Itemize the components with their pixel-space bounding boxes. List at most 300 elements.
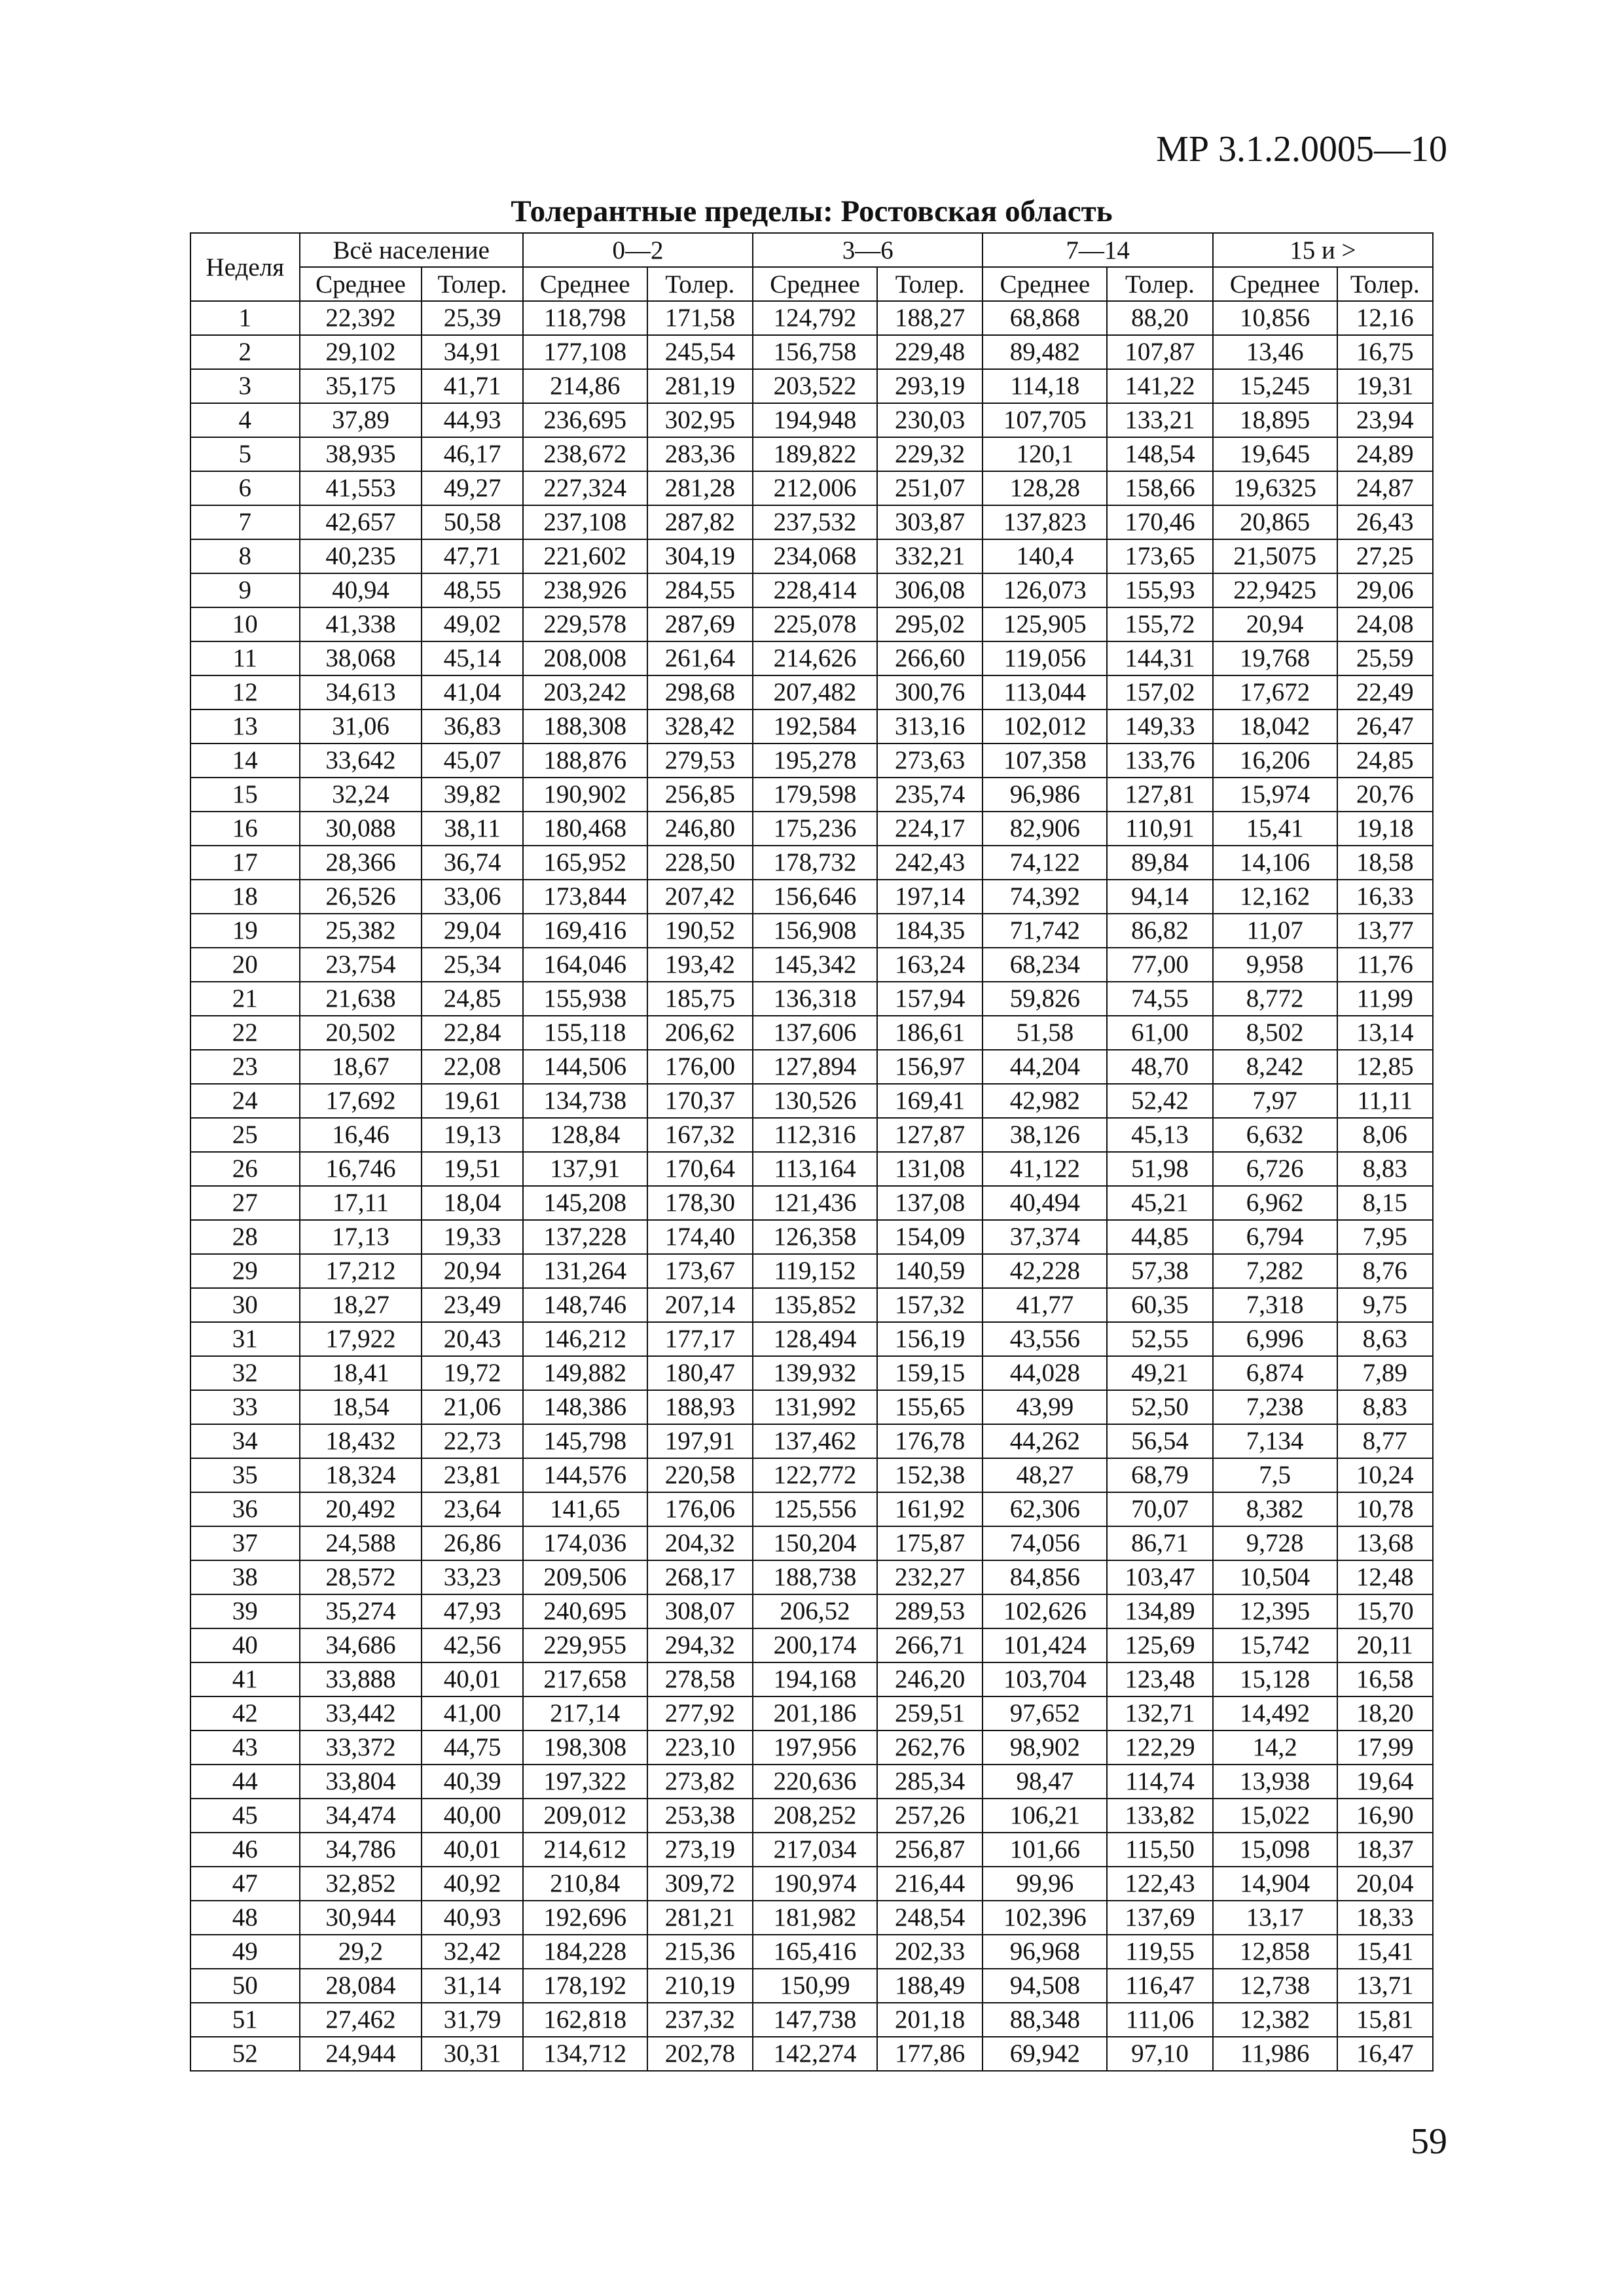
table-cell: 120,1 bbox=[983, 437, 1107, 471]
table-cell: 19,51 bbox=[422, 1152, 522, 1186]
table-cell: 154,09 bbox=[877, 1220, 983, 1254]
table-cell: 94,14 bbox=[1107, 880, 1213, 914]
table-cell: 298,68 bbox=[647, 675, 753, 709]
week-cell: 15 bbox=[190, 778, 300, 812]
table-cell: 137,823 bbox=[983, 505, 1107, 539]
table-cell: 34,613 bbox=[300, 675, 422, 709]
table-cell: 37,374 bbox=[983, 1220, 1107, 1254]
table-cell: 212,006 bbox=[753, 471, 877, 505]
week-cell: 48 bbox=[190, 1901, 300, 1935]
table-cell: 202,78 bbox=[647, 2037, 753, 2071]
table-cell: 19,72 bbox=[422, 1356, 522, 1390]
table-cell: 122,29 bbox=[1107, 1731, 1213, 1765]
group-header-0-2: 0—2 bbox=[523, 233, 753, 267]
table-cell: 9,75 bbox=[1337, 1288, 1433, 1322]
table-cell: 38,11 bbox=[422, 812, 522, 846]
table-cell: 42,56 bbox=[422, 1628, 522, 1662]
table-cell: 164,046 bbox=[523, 948, 647, 982]
table-cell: 49,02 bbox=[422, 607, 522, 641]
tolerance-table bbox=[190, 232, 1434, 2072]
table-cell: 287,82 bbox=[647, 505, 753, 539]
table-cell: 29,2 bbox=[300, 1935, 422, 1969]
table-cell: 43,556 bbox=[983, 1322, 1107, 1356]
table-cell: 39,82 bbox=[422, 778, 522, 812]
table-cell: 167,32 bbox=[647, 1118, 753, 1152]
table-cell: 24,85 bbox=[1337, 744, 1433, 778]
table-cell: 22,49 bbox=[1337, 675, 1433, 709]
table-cell: 156,758 bbox=[753, 335, 877, 369]
table-row bbox=[190, 744, 1433, 778]
week-cell: 34 bbox=[190, 1424, 300, 1458]
table-cell: 328,42 bbox=[647, 709, 753, 744]
table-cell: 97,652 bbox=[983, 1696, 1107, 1731]
table-cell: 214,86 bbox=[523, 369, 647, 403]
table-row bbox=[190, 1969, 1433, 2003]
table-cell: 127,81 bbox=[1107, 778, 1213, 812]
table-cell: 156,19 bbox=[877, 1322, 983, 1356]
table-cell: 25,39 bbox=[422, 301, 522, 335]
table-cell: 114,74 bbox=[1107, 1765, 1213, 1799]
table-cell: 9,958 bbox=[1213, 948, 1337, 982]
table-cell: 102,626 bbox=[983, 1594, 1107, 1628]
week-cell: 32 bbox=[190, 1356, 300, 1390]
table-cell: 125,69 bbox=[1107, 1628, 1213, 1662]
table-cell: 189,822 bbox=[753, 437, 877, 471]
table-cell: 49,27 bbox=[422, 471, 522, 505]
table-cell: 23,64 bbox=[422, 1492, 522, 1526]
table-cell: 119,152 bbox=[753, 1254, 877, 1288]
table-cell: 137,08 bbox=[877, 1186, 983, 1220]
table-cell: 114,18 bbox=[983, 369, 1107, 403]
table-row bbox=[190, 1322, 1433, 1356]
table-cell: 41,04 bbox=[422, 675, 522, 709]
table-cell: 17,212 bbox=[300, 1254, 422, 1288]
table-cell: 137,228 bbox=[523, 1220, 647, 1254]
week-cell: 16 bbox=[190, 812, 300, 846]
table-cell: 62,306 bbox=[983, 1492, 1107, 1526]
table-cell: 149,33 bbox=[1107, 709, 1213, 744]
table-cell: 130,526 bbox=[753, 1084, 877, 1118]
table-cell: 16,58 bbox=[1337, 1662, 1433, 1696]
table-cell: 295,02 bbox=[877, 607, 983, 641]
table-cell: 8,83 bbox=[1337, 1390, 1433, 1424]
table-cell: 176,78 bbox=[877, 1424, 983, 1458]
table-cell: 7,97 bbox=[1213, 1084, 1337, 1118]
week-cell: 31 bbox=[190, 1322, 300, 1356]
week-cell: 49 bbox=[190, 1935, 300, 1969]
table-cell: 273,19 bbox=[647, 1833, 753, 1867]
table-cell: 170,64 bbox=[647, 1152, 753, 1186]
table-cell: 221,602 bbox=[523, 539, 647, 573]
table-cell: 16,47 bbox=[1337, 2037, 1433, 2071]
table-cell: 69,942 bbox=[983, 2037, 1107, 2071]
table-row bbox=[190, 437, 1433, 471]
table-cell: 163,24 bbox=[877, 948, 983, 982]
table-cell: 145,798 bbox=[523, 1424, 647, 1458]
table-cell: 6,962 bbox=[1213, 1186, 1337, 1220]
table-cell: 16,75 bbox=[1337, 335, 1433, 369]
table-row bbox=[190, 1186, 1433, 1220]
table-cell: 159,15 bbox=[877, 1356, 983, 1390]
table-cell: 126,358 bbox=[753, 1220, 877, 1254]
week-cell: 6 bbox=[190, 471, 300, 505]
table-header bbox=[190, 233, 1433, 301]
table-cell: 126,073 bbox=[983, 573, 1107, 607]
table-cell: 41,00 bbox=[422, 1696, 522, 1731]
table-cell: 8,772 bbox=[1213, 982, 1337, 1016]
table-cell: 40,39 bbox=[422, 1765, 522, 1799]
table-cell: 170,37 bbox=[647, 1084, 753, 1118]
week-cell: 2 bbox=[190, 335, 300, 369]
table-cell: 19,31 bbox=[1337, 369, 1433, 403]
table-cell: 41,553 bbox=[300, 471, 422, 505]
table-cell: 33,804 bbox=[300, 1765, 422, 1799]
table-cell: 13,46 bbox=[1213, 335, 1337, 369]
table-cell: 15,41 bbox=[1337, 1935, 1433, 1969]
week-cell: 13 bbox=[190, 709, 300, 744]
week-cell: 14 bbox=[190, 744, 300, 778]
table-cell: 123,48 bbox=[1107, 1662, 1213, 1696]
table-row bbox=[190, 1867, 1433, 1901]
table-cell: 201,18 bbox=[877, 2003, 983, 2037]
table-cell: 56,54 bbox=[1107, 1424, 1213, 1458]
table-cell: 16,33 bbox=[1337, 880, 1433, 914]
week-cell: 38 bbox=[190, 1560, 300, 1594]
table-cell: 71,742 bbox=[983, 914, 1107, 948]
table-cell: 208,008 bbox=[523, 641, 647, 675]
table-cell: 18,58 bbox=[1337, 846, 1433, 880]
table-row bbox=[190, 880, 1433, 914]
table-cell: 98,47 bbox=[983, 1765, 1107, 1799]
table-cell: 41,71 bbox=[422, 369, 522, 403]
table-cell: 38,126 bbox=[983, 1118, 1107, 1152]
table-cell: 19,33 bbox=[422, 1220, 522, 1254]
table-cell: 26,43 bbox=[1337, 505, 1433, 539]
table-cell: 9,728 bbox=[1213, 1526, 1337, 1560]
table-cell: 306,08 bbox=[877, 573, 983, 607]
table-cell: 209,506 bbox=[523, 1560, 647, 1594]
table-cell: 293,19 bbox=[877, 369, 983, 403]
sub-header-mean: Среднее bbox=[1213, 267, 1337, 301]
table-cell: 195,278 bbox=[753, 744, 877, 778]
table-cell: 35,175 bbox=[300, 369, 422, 403]
table-cell: 12,382 bbox=[1213, 2003, 1337, 2037]
table-cell: 192,584 bbox=[753, 709, 877, 744]
table-cell: 19,18 bbox=[1337, 812, 1433, 846]
table-cell: 155,72 bbox=[1107, 607, 1213, 641]
table-cell: 220,58 bbox=[647, 1458, 753, 1492]
table-cell: 139,932 bbox=[753, 1356, 877, 1390]
week-cell: 37 bbox=[190, 1526, 300, 1560]
table-cell: 207,42 bbox=[647, 880, 753, 914]
table-cell: 22,9425 bbox=[1213, 573, 1337, 607]
table-cell: 131,992 bbox=[753, 1390, 877, 1424]
table-cell: 40,94 bbox=[300, 573, 422, 607]
table-cell: 34,786 bbox=[300, 1833, 422, 1867]
week-cell: 12 bbox=[190, 675, 300, 709]
table-cell: 302,95 bbox=[647, 403, 753, 437]
table-cell: 33,442 bbox=[300, 1696, 422, 1731]
table-cell: 148,54 bbox=[1107, 437, 1213, 471]
table-cell: 101,66 bbox=[983, 1833, 1107, 1867]
table-cell: 210,19 bbox=[647, 1969, 753, 2003]
table-cell: 122,772 bbox=[753, 1458, 877, 1492]
table-row bbox=[190, 812, 1433, 846]
table-cell: 313,16 bbox=[877, 709, 983, 744]
table-row bbox=[190, 641, 1433, 675]
table-cell: 18,324 bbox=[300, 1458, 422, 1492]
table-cell: 137,91 bbox=[523, 1152, 647, 1186]
table-cell: 106,21 bbox=[983, 1799, 1107, 1833]
table-cell: 184,35 bbox=[877, 914, 983, 948]
week-cell: 35 bbox=[190, 1458, 300, 1492]
table-cell: 13,71 bbox=[1337, 1969, 1433, 2003]
table-cell: 207,14 bbox=[647, 1288, 753, 1322]
table-cell: 16,746 bbox=[300, 1152, 422, 1186]
week-cell: 3 bbox=[190, 369, 300, 403]
table-cell: 214,612 bbox=[523, 1833, 647, 1867]
table-cell: 30,944 bbox=[300, 1901, 422, 1935]
table-cell: 21,638 bbox=[300, 982, 422, 1016]
table-cell: 99,96 bbox=[983, 1867, 1107, 1901]
group-header-row bbox=[190, 233, 1433, 267]
table-cell: 140,4 bbox=[983, 539, 1107, 573]
table-cell: 10,24 bbox=[1337, 1458, 1433, 1492]
table-cell: 25,34 bbox=[422, 948, 522, 982]
table-cell: 141,65 bbox=[523, 1492, 647, 1526]
table-cell: 144,506 bbox=[523, 1050, 647, 1084]
table-cell: 150,204 bbox=[753, 1526, 877, 1560]
table-cell: 8,242 bbox=[1213, 1050, 1337, 1084]
table-cell: 237,532 bbox=[753, 505, 877, 539]
table-cell: 157,02 bbox=[1107, 675, 1213, 709]
table-cell: 68,868 bbox=[983, 301, 1107, 335]
table-cell: 149,882 bbox=[523, 1356, 647, 1390]
table-cell: 197,14 bbox=[877, 880, 983, 914]
table-cell: 19,64 bbox=[1337, 1765, 1433, 1799]
table-cell: 194,168 bbox=[753, 1662, 877, 1696]
sub-header-mean: Среднее bbox=[983, 267, 1107, 301]
table-cell: 303,87 bbox=[877, 505, 983, 539]
table-cell: 31,14 bbox=[422, 1969, 522, 2003]
table-cell: 15,128 bbox=[1213, 1662, 1337, 1696]
table-cell: 14,106 bbox=[1213, 846, 1337, 880]
table-cell: 25,382 bbox=[300, 914, 422, 948]
table-cell: 145,208 bbox=[523, 1186, 647, 1220]
table-cell: 234,068 bbox=[753, 539, 877, 573]
table-cell: 8,83 bbox=[1337, 1152, 1433, 1186]
table-cell: 29,06 bbox=[1337, 573, 1433, 607]
table-cell: 6,726 bbox=[1213, 1152, 1337, 1186]
table-cell: 23,754 bbox=[300, 948, 422, 982]
table-row bbox=[190, 1662, 1433, 1696]
table-cell: 19,61 bbox=[422, 1084, 522, 1118]
week-cell: 28 bbox=[190, 1220, 300, 1254]
table-cell: 158,66 bbox=[1107, 471, 1213, 505]
table-cell: 16,90 bbox=[1337, 1799, 1433, 1833]
table-row bbox=[190, 778, 1433, 812]
table-cell: 103,47 bbox=[1107, 1560, 1213, 1594]
table-cell: 113,044 bbox=[983, 675, 1107, 709]
table-cell: 8,76 bbox=[1337, 1254, 1433, 1288]
table-cell: 50,58 bbox=[422, 505, 522, 539]
table-cell: 33,06 bbox=[422, 880, 522, 914]
week-cell: 5 bbox=[190, 437, 300, 471]
table-cell: 300,76 bbox=[877, 675, 983, 709]
table-cell: 266,60 bbox=[877, 641, 983, 675]
sub-header-tol: Толер. bbox=[1107, 267, 1213, 301]
table-cell: 102,012 bbox=[983, 709, 1107, 744]
table-cell: 133,82 bbox=[1107, 1799, 1213, 1833]
table-cell: 188,876 bbox=[523, 744, 647, 778]
table-cell: 190,974 bbox=[753, 1867, 877, 1901]
table-cell: 165,416 bbox=[753, 1935, 877, 1969]
table-cell: 86,82 bbox=[1107, 914, 1213, 948]
table-cell: 18,54 bbox=[300, 1390, 422, 1424]
table-cell: 174,036 bbox=[523, 1526, 647, 1560]
week-header: Неделя bbox=[190, 233, 300, 301]
table-cell: 119,056 bbox=[983, 641, 1107, 675]
table-cell: 11,986 bbox=[1213, 2037, 1337, 2071]
table-cell: 208,252 bbox=[753, 1799, 877, 1833]
table-cell: 169,41 bbox=[877, 1084, 983, 1118]
table-row bbox=[190, 369, 1433, 403]
table-cell: 229,32 bbox=[877, 437, 983, 471]
table-cell: 157,32 bbox=[877, 1288, 983, 1322]
week-cell: 7 bbox=[190, 505, 300, 539]
table-cell: 184,228 bbox=[523, 1935, 647, 1969]
table-cell: 171,58 bbox=[647, 301, 753, 335]
table-cell: 102,396 bbox=[983, 1901, 1107, 1935]
table-cell: 40,92 bbox=[422, 1867, 522, 1901]
table-cell: 207,482 bbox=[753, 675, 877, 709]
table-cell: 232,27 bbox=[877, 1560, 983, 1594]
week-cell: 44 bbox=[190, 1765, 300, 1799]
table-row bbox=[190, 1254, 1433, 1288]
table-cell: 22,392 bbox=[300, 301, 422, 335]
table-cell: 268,17 bbox=[647, 1560, 753, 1594]
table-row bbox=[190, 1016, 1433, 1050]
table-cell: 18,37 bbox=[1337, 1833, 1433, 1867]
table-cell: 180,47 bbox=[647, 1356, 753, 1390]
table-cell: 193,42 bbox=[647, 948, 753, 982]
table-cell: 281,21 bbox=[647, 1901, 753, 1935]
table-cell: 283,36 bbox=[647, 437, 753, 471]
table-cell: 59,826 bbox=[983, 982, 1107, 1016]
table-cell: 44,028 bbox=[983, 1356, 1107, 1390]
table-cell: 20,502 bbox=[300, 1016, 422, 1050]
table-cell: 204,32 bbox=[647, 1526, 753, 1560]
table-cell: 188,27 bbox=[877, 301, 983, 335]
table-cell: 7,5 bbox=[1213, 1458, 1337, 1492]
table-cell: 308,07 bbox=[647, 1594, 753, 1628]
table-cell: 32,42 bbox=[422, 1935, 522, 1969]
table-cell: 281,28 bbox=[647, 471, 753, 505]
table-cell: 33,23 bbox=[422, 1560, 522, 1594]
table-cell: 16,46 bbox=[300, 1118, 422, 1152]
table-cell: 238,926 bbox=[523, 573, 647, 607]
table-cell: 41,77 bbox=[983, 1288, 1107, 1322]
table-cell: 34,91 bbox=[422, 335, 522, 369]
week-cell: 47 bbox=[190, 1867, 300, 1901]
table-cell: 42,982 bbox=[983, 1084, 1107, 1118]
table-cell: 86,71 bbox=[1107, 1526, 1213, 1560]
table-cell: 17,11 bbox=[300, 1186, 422, 1220]
week-cell: 36 bbox=[190, 1492, 300, 1526]
sub-header-tol: Толер. bbox=[877, 267, 983, 301]
table-cell: 177,86 bbox=[877, 2037, 983, 2071]
table-cell: 24,85 bbox=[422, 982, 522, 1016]
table-cell: 188,93 bbox=[647, 1390, 753, 1424]
week-cell: 30 bbox=[190, 1288, 300, 1322]
table-cell: 237,32 bbox=[647, 2003, 753, 2037]
table-cell: 13,77 bbox=[1337, 914, 1433, 948]
table-cell: 19,13 bbox=[422, 1118, 522, 1152]
table-cell: 174,40 bbox=[647, 1220, 753, 1254]
table-cell: 26,526 bbox=[300, 880, 422, 914]
week-cell: 51 bbox=[190, 2003, 300, 2037]
table-cell: 201,186 bbox=[753, 1696, 877, 1731]
week-cell: 26 bbox=[190, 1152, 300, 1186]
table-cell: 17,99 bbox=[1337, 1731, 1433, 1765]
table-cell: 177,108 bbox=[523, 335, 647, 369]
table-cell: 157,94 bbox=[877, 982, 983, 1016]
table-row bbox=[190, 1833, 1433, 1867]
table-cell: 200,174 bbox=[753, 1628, 877, 1662]
table-cell: 88,348 bbox=[983, 2003, 1107, 2037]
table-cell: 84,856 bbox=[983, 1560, 1107, 1594]
table-cell: 175,87 bbox=[877, 1526, 983, 1560]
table-cell: 11,07 bbox=[1213, 914, 1337, 948]
table-cell: 44,93 bbox=[422, 403, 522, 437]
group-header-7-14: 7—14 bbox=[983, 233, 1212, 267]
table-cell: 49,21 bbox=[1107, 1356, 1213, 1390]
table-cell: 225,078 bbox=[753, 607, 877, 641]
table-cell: 19,768 bbox=[1213, 641, 1337, 675]
table-cell: 173,67 bbox=[647, 1254, 753, 1288]
table-cell: 11,99 bbox=[1337, 982, 1433, 1016]
table-cell: 15,022 bbox=[1213, 1799, 1337, 1833]
table-cell: 332,21 bbox=[877, 539, 983, 573]
table-cell: 256,87 bbox=[877, 1833, 983, 1867]
table-cell: 134,712 bbox=[523, 2037, 647, 2071]
table-cell: 10,78 bbox=[1337, 1492, 1433, 1526]
table-cell: 217,14 bbox=[523, 1696, 647, 1731]
table-cell: 125,556 bbox=[753, 1492, 877, 1526]
table-cell: 88,20 bbox=[1107, 301, 1213, 335]
table-cell: 40,00 bbox=[422, 1799, 522, 1833]
table-cell: 74,122 bbox=[983, 846, 1107, 880]
table-row bbox=[190, 675, 1433, 709]
table-cell: 210,84 bbox=[523, 1867, 647, 1901]
table-cell: 14,492 bbox=[1213, 1696, 1337, 1731]
table-row bbox=[190, 1731, 1433, 1765]
table-cell: 16,206 bbox=[1213, 744, 1337, 778]
table-cell: 136,318 bbox=[753, 982, 877, 1016]
table-cell: 134,738 bbox=[523, 1084, 647, 1118]
week-cell: 10 bbox=[190, 607, 300, 641]
table-cell: 7,95 bbox=[1337, 1220, 1433, 1254]
table-row bbox=[190, 403, 1433, 437]
table-row bbox=[190, 1560, 1433, 1594]
table-cell: 14,904 bbox=[1213, 1867, 1337, 1901]
table-cell: 188,308 bbox=[523, 709, 647, 744]
table-cell: 197,322 bbox=[523, 1765, 647, 1799]
table-cell: 40,01 bbox=[422, 1662, 522, 1696]
table-cell: 220,636 bbox=[753, 1765, 877, 1799]
table-cell: 273,82 bbox=[647, 1765, 753, 1799]
table-cell: 10,504 bbox=[1213, 1560, 1337, 1594]
